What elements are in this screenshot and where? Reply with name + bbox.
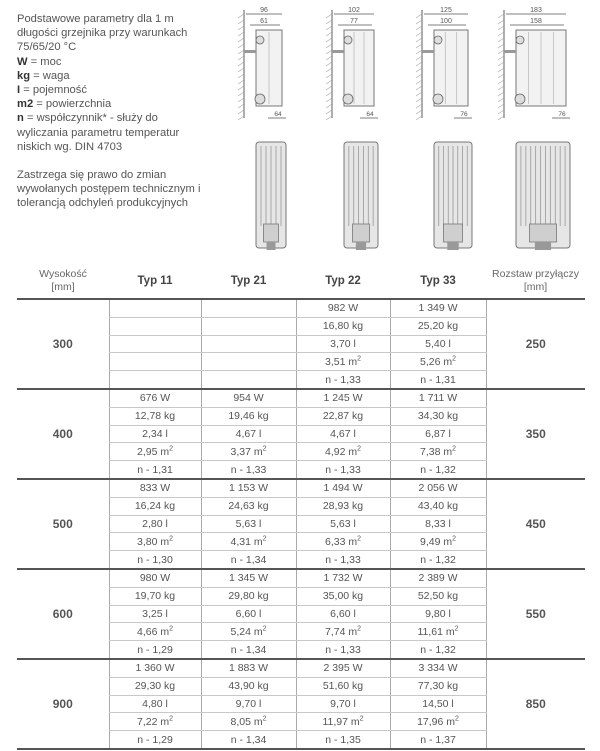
value-cell: 3,70 l (296, 335, 390, 353)
legend-text: wyliczania parametru temperatur (17, 126, 180, 139)
bottom-dimension: 76 (558, 111, 566, 118)
value-cell: 2 389 W (390, 569, 486, 587)
parameter-legend (17, 12, 222, 154)
value-cell (109, 353, 201, 371)
value-cell: 11,97 $m^2$ (296, 713, 390, 731)
radiator-isometric (256, 142, 286, 250)
value-cell: 19,46 kg (201, 407, 296, 425)
note-line: Zastrzega się prawo do zmian (17, 169, 167, 182)
value-cell: 9,70 l (201, 695, 296, 713)
table-header-row (17, 264, 585, 299)
height-cell: 600 (17, 569, 109, 659)
value-cell: n - 1,32 (390, 551, 486, 569)
value-cell: 5,63 l (201, 515, 296, 533)
value-cell: n - 1,37 (390, 731, 486, 749)
value-cell: 16,24 kg (109, 497, 201, 515)
height-cell: 400 (17, 389, 109, 479)
value-cell (109, 317, 201, 335)
legend-line (17, 83, 222, 97)
legend-text: = moc (27, 55, 62, 68)
legend-text: Podstawowe parametry dla 1 m (17, 13, 174, 25)
value-cell (109, 335, 201, 353)
value-cell: 1 245 W (296, 389, 390, 407)
legend-key: n (17, 112, 24, 125)
value-cell: 25,20 kg (390, 317, 486, 335)
value-cell: 2 056 W (390, 479, 486, 497)
value-cell (201, 299, 296, 317)
table-row (17, 569, 585, 587)
radiator-diagram (498, 7, 570, 120)
type-header: Typ 33 (390, 264, 486, 299)
height-cell: 500 (17, 479, 109, 569)
value-cell: 1 153 W (201, 479, 296, 497)
value-cell: 980 W (109, 569, 201, 587)
value-cell (109, 299, 201, 317)
value-cell: 5,40 l (390, 335, 486, 353)
value-cell: 5,24 $m^2$ (201, 623, 296, 641)
table-row (17, 299, 585, 317)
value-cell: n - 1,32 (390, 641, 486, 659)
value-cell: n - 1,31 (390, 371, 486, 389)
value-cell: 43,90 kg (201, 677, 296, 695)
value-cell: n - 1,32 (390, 461, 486, 479)
value-cell: 2,34 l (109, 425, 201, 443)
table-row (17, 389, 585, 407)
value-cell: 4,80 l (109, 695, 201, 713)
value-cell: 7,38 $m^2$ (390, 443, 486, 461)
value-cell (201, 335, 296, 353)
legend-line (17, 40, 222, 54)
value-cell: 1 345 W (201, 569, 296, 587)
legend-text: = współczynnik* - służy do (23, 112, 158, 125)
value-cell: n - 1,33 (296, 461, 390, 479)
value-cell: 28,93 kg (296, 497, 390, 515)
outer-dimension: 125 (440, 7, 452, 14)
radiator-spec-table (17, 264, 585, 750)
table-row (17, 479, 585, 497)
spacing-cell: 450 (486, 479, 585, 569)
value-cell: 1 349 W (390, 299, 486, 317)
bottom-dimension: 64 (274, 111, 282, 118)
value-cell: 34,30 kg (390, 407, 486, 425)
outer-dimension: 96 (260, 7, 268, 14)
value-cell (201, 317, 296, 335)
value-cell: 3,25 l (109, 605, 201, 623)
value-cell: 29,80 kg (201, 587, 296, 605)
spacing-cell: 850 (486, 659, 585, 749)
inner-dimension: 158 (530, 18, 542, 25)
value-cell: 1 732 W (296, 569, 390, 587)
radiator-diagrams (224, 0, 600, 260)
note-line: wywołanych postępem technicznym i (17, 183, 201, 196)
legend-line (17, 69, 222, 83)
value-cell: 2,95 $m^2$ (109, 443, 201, 461)
height-cell: 300 (17, 299, 109, 389)
value-cell: 6,87 l (390, 425, 486, 443)
value-cell: n - 1,33 (201, 461, 296, 479)
value-cell: n - 1,31 (109, 461, 201, 479)
value-cell: 1 360 W (109, 659, 201, 677)
value-cell: 1 711 W (390, 389, 486, 407)
value-cell: n - 1,29 (109, 641, 201, 659)
value-cell: 24,63 kg (201, 497, 296, 515)
value-cell: 1 494 W (296, 479, 390, 497)
value-cell: 3,51 $m^2$ (296, 353, 390, 371)
value-cell: 35,00 kg (296, 587, 390, 605)
value-cell: 3,80 $m^2$ (109, 533, 201, 551)
legend-line (17, 12, 222, 26)
value-cell: 1 883 W (201, 659, 296, 677)
value-cell: 16,80 kg (296, 317, 390, 335)
legend-line (17, 126, 222, 140)
value-cell: n - 1,33 (296, 371, 390, 389)
spacing-header: Rozstaw przyłączy [mm] (486, 264, 585, 299)
legend-line (17, 97, 222, 111)
value-cell: 4,67 l (201, 425, 296, 443)
value-cell: 5,26 $m^2$ (390, 353, 486, 371)
spacing-cell: 350 (486, 389, 585, 479)
height-header: Wysokość [mm] (17, 264, 109, 299)
legend-text: długości grzejnika przy warunkach (17, 27, 188, 40)
radiator-diagram (416, 7, 472, 120)
intro-text (17, 12, 222, 211)
value-cell: 9,80 l (390, 605, 486, 623)
radiator-isometric (516, 142, 570, 250)
value-cell: n - 1,33 (296, 551, 390, 569)
radiator-diagram (238, 7, 286, 120)
value-cell: 4,92 $m^2$ (296, 443, 390, 461)
value-cell: n - 1,35 (296, 731, 390, 749)
value-cell: 2 395 W (296, 659, 390, 677)
note-line: tolerancją odchyleń produkcyjnych (17, 197, 189, 210)
radiator-isometric (344, 142, 378, 250)
legend-text: = powierzchnia (33, 98, 112, 111)
type-header: Typ 21 (201, 264, 296, 299)
inner-dimension: 61 (260, 18, 268, 25)
value-cell: 29,30 kg (109, 677, 201, 695)
inner-dimension: 77 (350, 18, 358, 25)
value-cell: n - 1,30 (109, 551, 201, 569)
value-cell: 6,60 l (201, 605, 296, 623)
legend-key: m2 (17, 98, 34, 111)
height-cell: 900 (17, 659, 109, 749)
value-cell: 5,63 l (296, 515, 390, 533)
outer-dimension: 183 (530, 7, 542, 14)
value-cell: 52,50 kg (390, 587, 486, 605)
value-cell: 9,70 l (296, 695, 390, 713)
legend-key: kg (17, 69, 31, 82)
legend-text: = waga (30, 69, 70, 82)
outer-dimension: 102 (348, 7, 360, 14)
value-cell: 7,74 $m^2$ (296, 623, 390, 641)
value-cell: 982 W (296, 299, 390, 317)
legend-line (17, 26, 222, 40)
value-cell: 77,30 kg (390, 677, 486, 695)
legend-key: W (17, 55, 28, 68)
value-cell: 22,87 kg (296, 407, 390, 425)
table-row (17, 659, 585, 677)
value-cell: n - 1,29 (109, 731, 201, 749)
disclaimer-note (17, 168, 222, 211)
type-header: Typ 22 (296, 264, 390, 299)
value-cell: 954 W (201, 389, 296, 407)
value-cell: 11,61 $m^2$ (390, 623, 486, 641)
radiator-cross-section-drawings (224, 0, 600, 260)
legend-text: = pojemność (20, 84, 87, 97)
radiator-isometric (434, 142, 472, 250)
value-cell: 3 334 W (390, 659, 486, 677)
legend-line (17, 140, 222, 154)
value-cell: 12,78 kg (109, 407, 201, 425)
value-cell: 2,80 l (109, 515, 201, 533)
value-cell (201, 371, 296, 389)
value-cell: n - 1,34 (201, 731, 296, 749)
legend-line (17, 111, 222, 125)
legend-line (17, 55, 222, 69)
value-cell: 8,33 l (390, 515, 486, 533)
legend-key: I (17, 84, 21, 97)
value-cell: 51,60 kg (296, 677, 390, 695)
legend-text: 75/65/20 °C (17, 41, 77, 54)
value-cell: 6,60 l (296, 605, 390, 623)
value-cell: 676 W (109, 389, 201, 407)
value-cell: 4,67 l (296, 425, 390, 443)
value-cell: 833 W (109, 479, 201, 497)
value-cell (201, 353, 296, 371)
type-header: Typ 11 (109, 264, 201, 299)
radiator-diagram (326, 7, 378, 120)
value-cell: 7,22 $m^2$ (109, 713, 201, 731)
value-cell: 17,96 $m^2$ (390, 713, 486, 731)
spacing-cell: 250 (486, 299, 585, 389)
value-cell: n - 1,33 (296, 641, 390, 659)
legend-text: niskich wg. DIN 4703 (17, 140, 123, 153)
value-cell: n - 1,34 (201, 551, 296, 569)
value-cell: 4,66 $m^2$ (109, 623, 201, 641)
value-cell: n - 1,34 (201, 641, 296, 659)
inner-dimension: 100 (440, 18, 452, 25)
value-cell: 19,70 kg (109, 587, 201, 605)
value-cell: 8,05 $m^2$ (201, 713, 296, 731)
value-cell: 3,37 $m^2$ (201, 443, 296, 461)
bottom-dimension: 64 (366, 111, 374, 118)
value-cell: 4,31 $m^2$ (201, 533, 296, 551)
value-cell (109, 371, 201, 389)
value-cell: 9,49 $m^2$ (390, 533, 486, 551)
spacing-cell: 550 (486, 569, 585, 659)
value-cell: 14,50 l (390, 695, 486, 713)
value-cell: 6,33 $m^2$ (296, 533, 390, 551)
bottom-dimension: 76 (460, 111, 468, 118)
value-cell: 43,40 kg (390, 497, 486, 515)
